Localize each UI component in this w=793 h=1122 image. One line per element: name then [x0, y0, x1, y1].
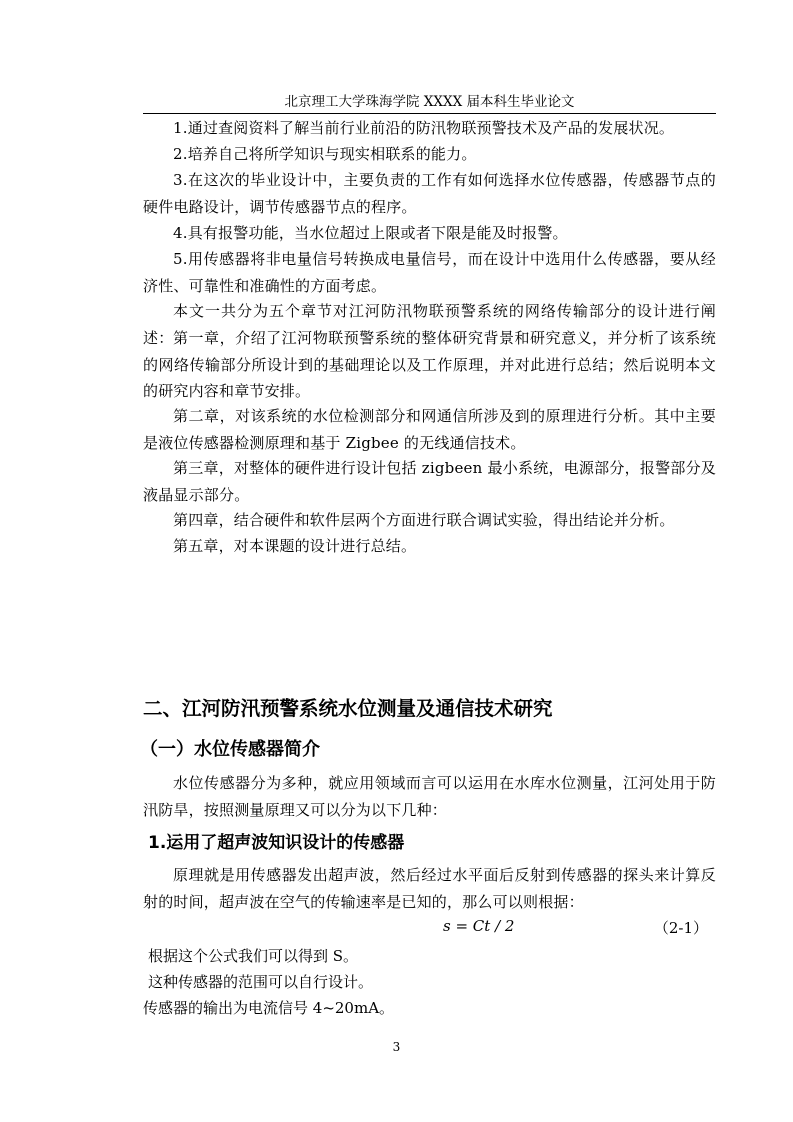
page-number: 3 — [392, 1040, 401, 1054]
chapter-summary: 第二章，对该系统的水位检测部分和网通信所涉及到的原理进行分析。其中主要是液位传感器检测原理和基于 Zigbee 的无线通信技术。 — [143, 407, 716, 452]
chapter-summary: 第五章，对本课题的设计进行总结。 — [173, 537, 417, 555]
body-line: 传感器的输出为电流信号 4~20mA。 — [143, 999, 395, 1017]
sub-subsection-heading: 1.运用了超声波知识设计的传感器 — [148, 833, 405, 853]
subsection-paragraph: 水位传感器分为多种，就应用领域而言可以运用在水库水位测量，江河处用于防汛防旱，按照测量原理又可以分为以下几种： — [143, 774, 716, 819]
formula-number: （2-1） — [653, 919, 708, 937]
chapter-summary: 第三章，对整体的硬件进行设计包括 zigbeen 最小系统，电源部分，报警部分及液晶显示部分。 — [143, 459, 716, 504]
intro-paragraph: 2.培养自己将所学知识与现实相联系的能力。 — [173, 145, 477, 163]
intro-paragraph: 5.用传感器将非电量信号转换成电量信号，而在设计中选用什么传感器，要从经济性、可靠性和准确性的方面考虑。 — [143, 250, 716, 295]
body-line: 根据这个公式我们可以得到 S。 — [148, 947, 359, 965]
formula-row — [143, 917, 716, 941]
chapter-summary: 第一章，介绍了江河物联预警系统的整体研究背景和研究意义，并分析了该系统的网络传输部分所设计到的基础理论以及工作原理，并对此进行总结；然后说明本文的研究内容和章节安排。 — [143, 329, 716, 400]
formula-expression: s = Ct / 2 — [443, 917, 515, 935]
principle-paragraph: 原理就是用传感器发出超声波，然后经过水平面后反射到传感器的探头来计算反射的时间，超声波在空气的传输速率是已知的，那么可以则根据： — [143, 866, 716, 911]
section-heading: 二、江河防汛预警系统水位测量及通信技术研究 — [143, 697, 553, 720]
page-header: 北京理工大学珠海学院 XXXX 届本科生毕业论文 — [284, 94, 575, 110]
intro-paragraph: 本文一共分为五个章节对江河防汛物联预警系统的网络传输部分的设计进行阐述： — [143, 302, 716, 347]
intro-paragraph: 1.通过查阅资料了解当前行业前沿的防汛物联预警技术及产品的发展状况。 — [173, 119, 675, 137]
intro-paragraph: 4.具有报警功能，当水位超过上限或者下限是能及时报警。 — [173, 224, 568, 242]
subsection-heading: （一）水位传感器简介 — [140, 739, 320, 760]
chapter-summary: 第四章，结合硬件和软件层两个方面进行联合调试实验，得出结论并分析。 — [173, 511, 675, 529]
body-line: 这种传感器的范围可以自行设计。 — [148, 973, 374, 991]
intro-paragraph: 3.在这次的毕业设计中，主要负责的工作有如何选择水位传感器，传感器节点的硬件电路设计，调节传感器节点的程序。 — [143, 171, 716, 216]
header-rule — [143, 113, 716, 114]
